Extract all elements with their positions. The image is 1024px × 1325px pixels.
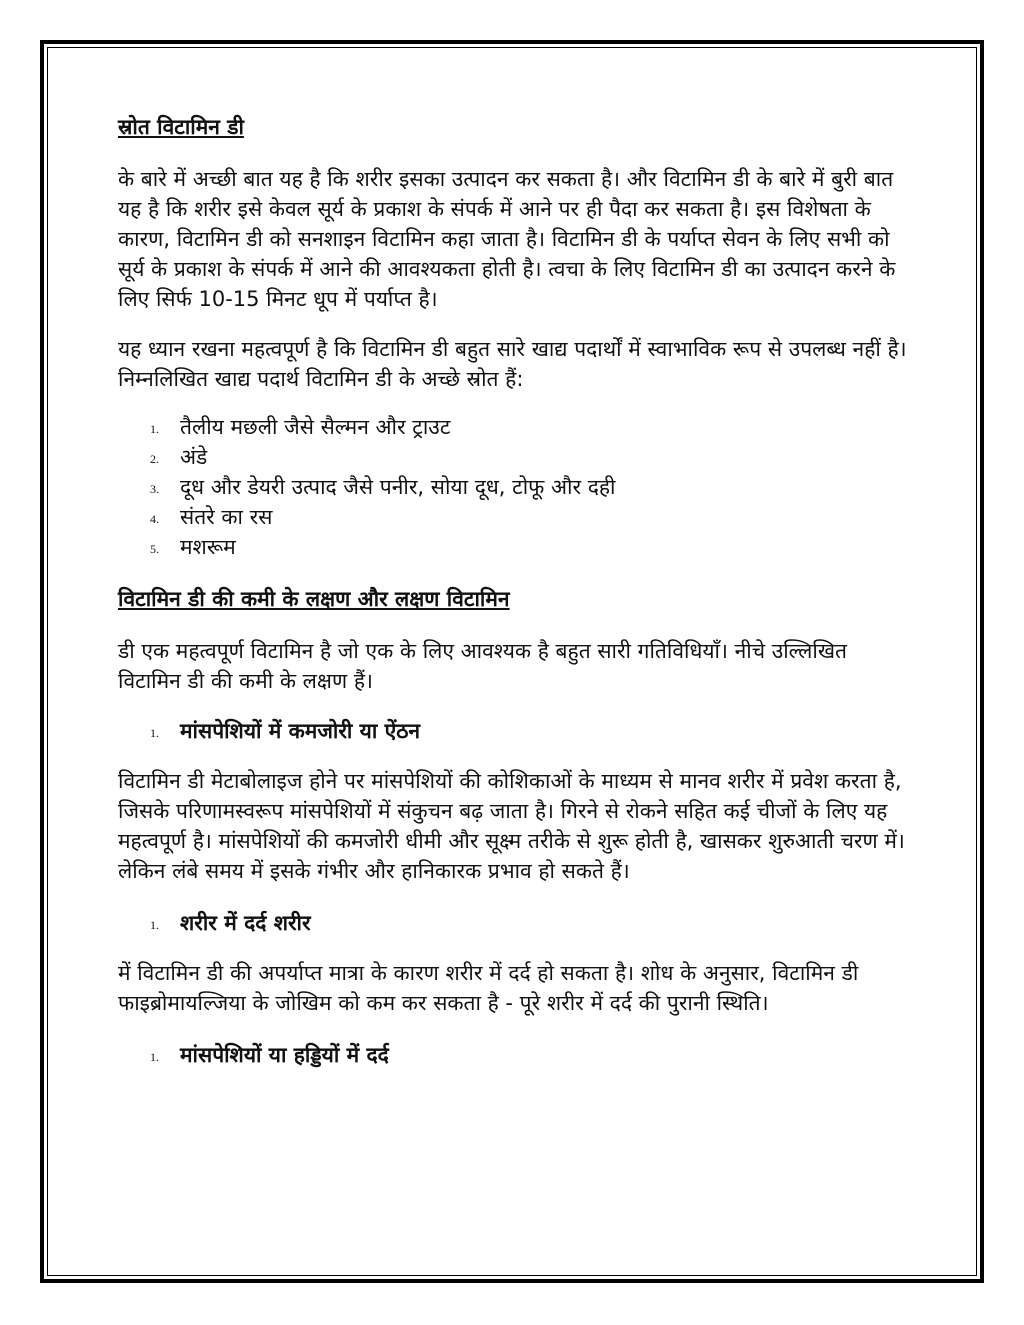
symptom-heading: 1. मांसपेशियों में कमजोरी या ऐंठन (150, 719, 421, 743)
paragraph-sources-intro: के बारे में अच्छी बात यह है कि शरीर इसका उत्पादन कर सकता है। और विटामिन डी के बारे में बुरी बात यह है कि शरीर इसे केवल सूर्य के प्रकाश के संपर्क में आने पर ही पैदा कर सकता है। इस विशेषता के कारण, विटामिन डी को सनशाइन विटामिन कहा जाता है। विटामिन डी के पर्याप्त सेवन के लिए सभी को सूर्य के प्रकाश के संपर्क में आने की आवश्यकता होती है। त्वचा के लिए विटामिन डी का उत्पादन करने के लिए सिर्फ 10-15 मिनट धूप में पर्याप्त है। (118, 167, 896, 311)
list-item: 1. तैलीय मछली जैसे सैल्मन और ट्राउट (150, 415, 451, 439)
paragraph-muscle-weakness: विटामिन डी मेटाबोलाइज होने पर मांसपेशियों की कोशिकाओं के माध्यम से मानव शरीर में प्रवेश करता है, जिसके परिणामस्वरूप मांसपेशियों में संकुचन बढ़ जाता है। गिरने से रोकने सहित कई चीजों के लिए यह महत्वपूर्ण है। मांसपेशियों की कमजोरी धीमी और सूक्ष्म तरीके से शुरू होती है, खासकर शुरुआती चरण में। लेकिन लंबे समय में इसके गंभीर और हानिकारक प्रभाव हो सकते हैं। (118, 769, 905, 883)
document-body (118, 112, 908, 1070)
paragraph-food-sources: यह ध्यान रखना महत्वपूर्ण है कि विटामिन डी बहुत सारे खाद्य पदार्थों में स्वाभाविक रूप से उपलब्ध नहीं है। निम्नलिखित खाद्य पदार्थ विटामिन डी के अच्छे स्रोत हैं: (118, 337, 907, 391)
list-item: 4. संतरे का रस (150, 505, 273, 529)
paragraph-body-pain: में विटामिन डी की अपर्याप्त मात्रा के कारण शरीर में दर्द हो सकता है। शोध के अनुसार, विटामिन डी फाइब्रोमायल्जिया के जोखिम को कम कर सकता है - पूरे शरीर में दर्द की पुरानी स्थिति। (118, 961, 859, 1015)
list-item: 2. अंडे (150, 445, 208, 469)
heading-sources: स्रोत विटामिन डी (118, 115, 244, 139)
symptom-list-1 (118, 716, 908, 746)
list-item: 3. दूध और डेयरी उत्पाद जैसे पनीर, सोया दूध, टोफू और दही (150, 475, 616, 499)
sources-list (118, 412, 908, 562)
symptom-heading: 1. शरीर में दर्द शरीर (150, 911, 311, 935)
symptom-list-2 (118, 908, 908, 938)
symptom-heading: 1. मांसपेशियों या हड्डियों में दर्द (150, 1043, 389, 1067)
list-item: 5. मशरूम (150, 535, 236, 559)
symptom-list-3 (118, 1040, 908, 1070)
paragraph-deficiency-intro: डी एक महत्वपूर्ण विटामिन है जो एक के लिए आवश्यक है बहुत सारी गतिविधियाँ। नीचे उल्लिखित विटामिन डी की कमी के लक्षण हैं। (118, 639, 847, 693)
heading-deficiency-symptoms: विटामिन डी की कमी के लक्षण और लक्षण विटामिन (118, 587, 510, 611)
